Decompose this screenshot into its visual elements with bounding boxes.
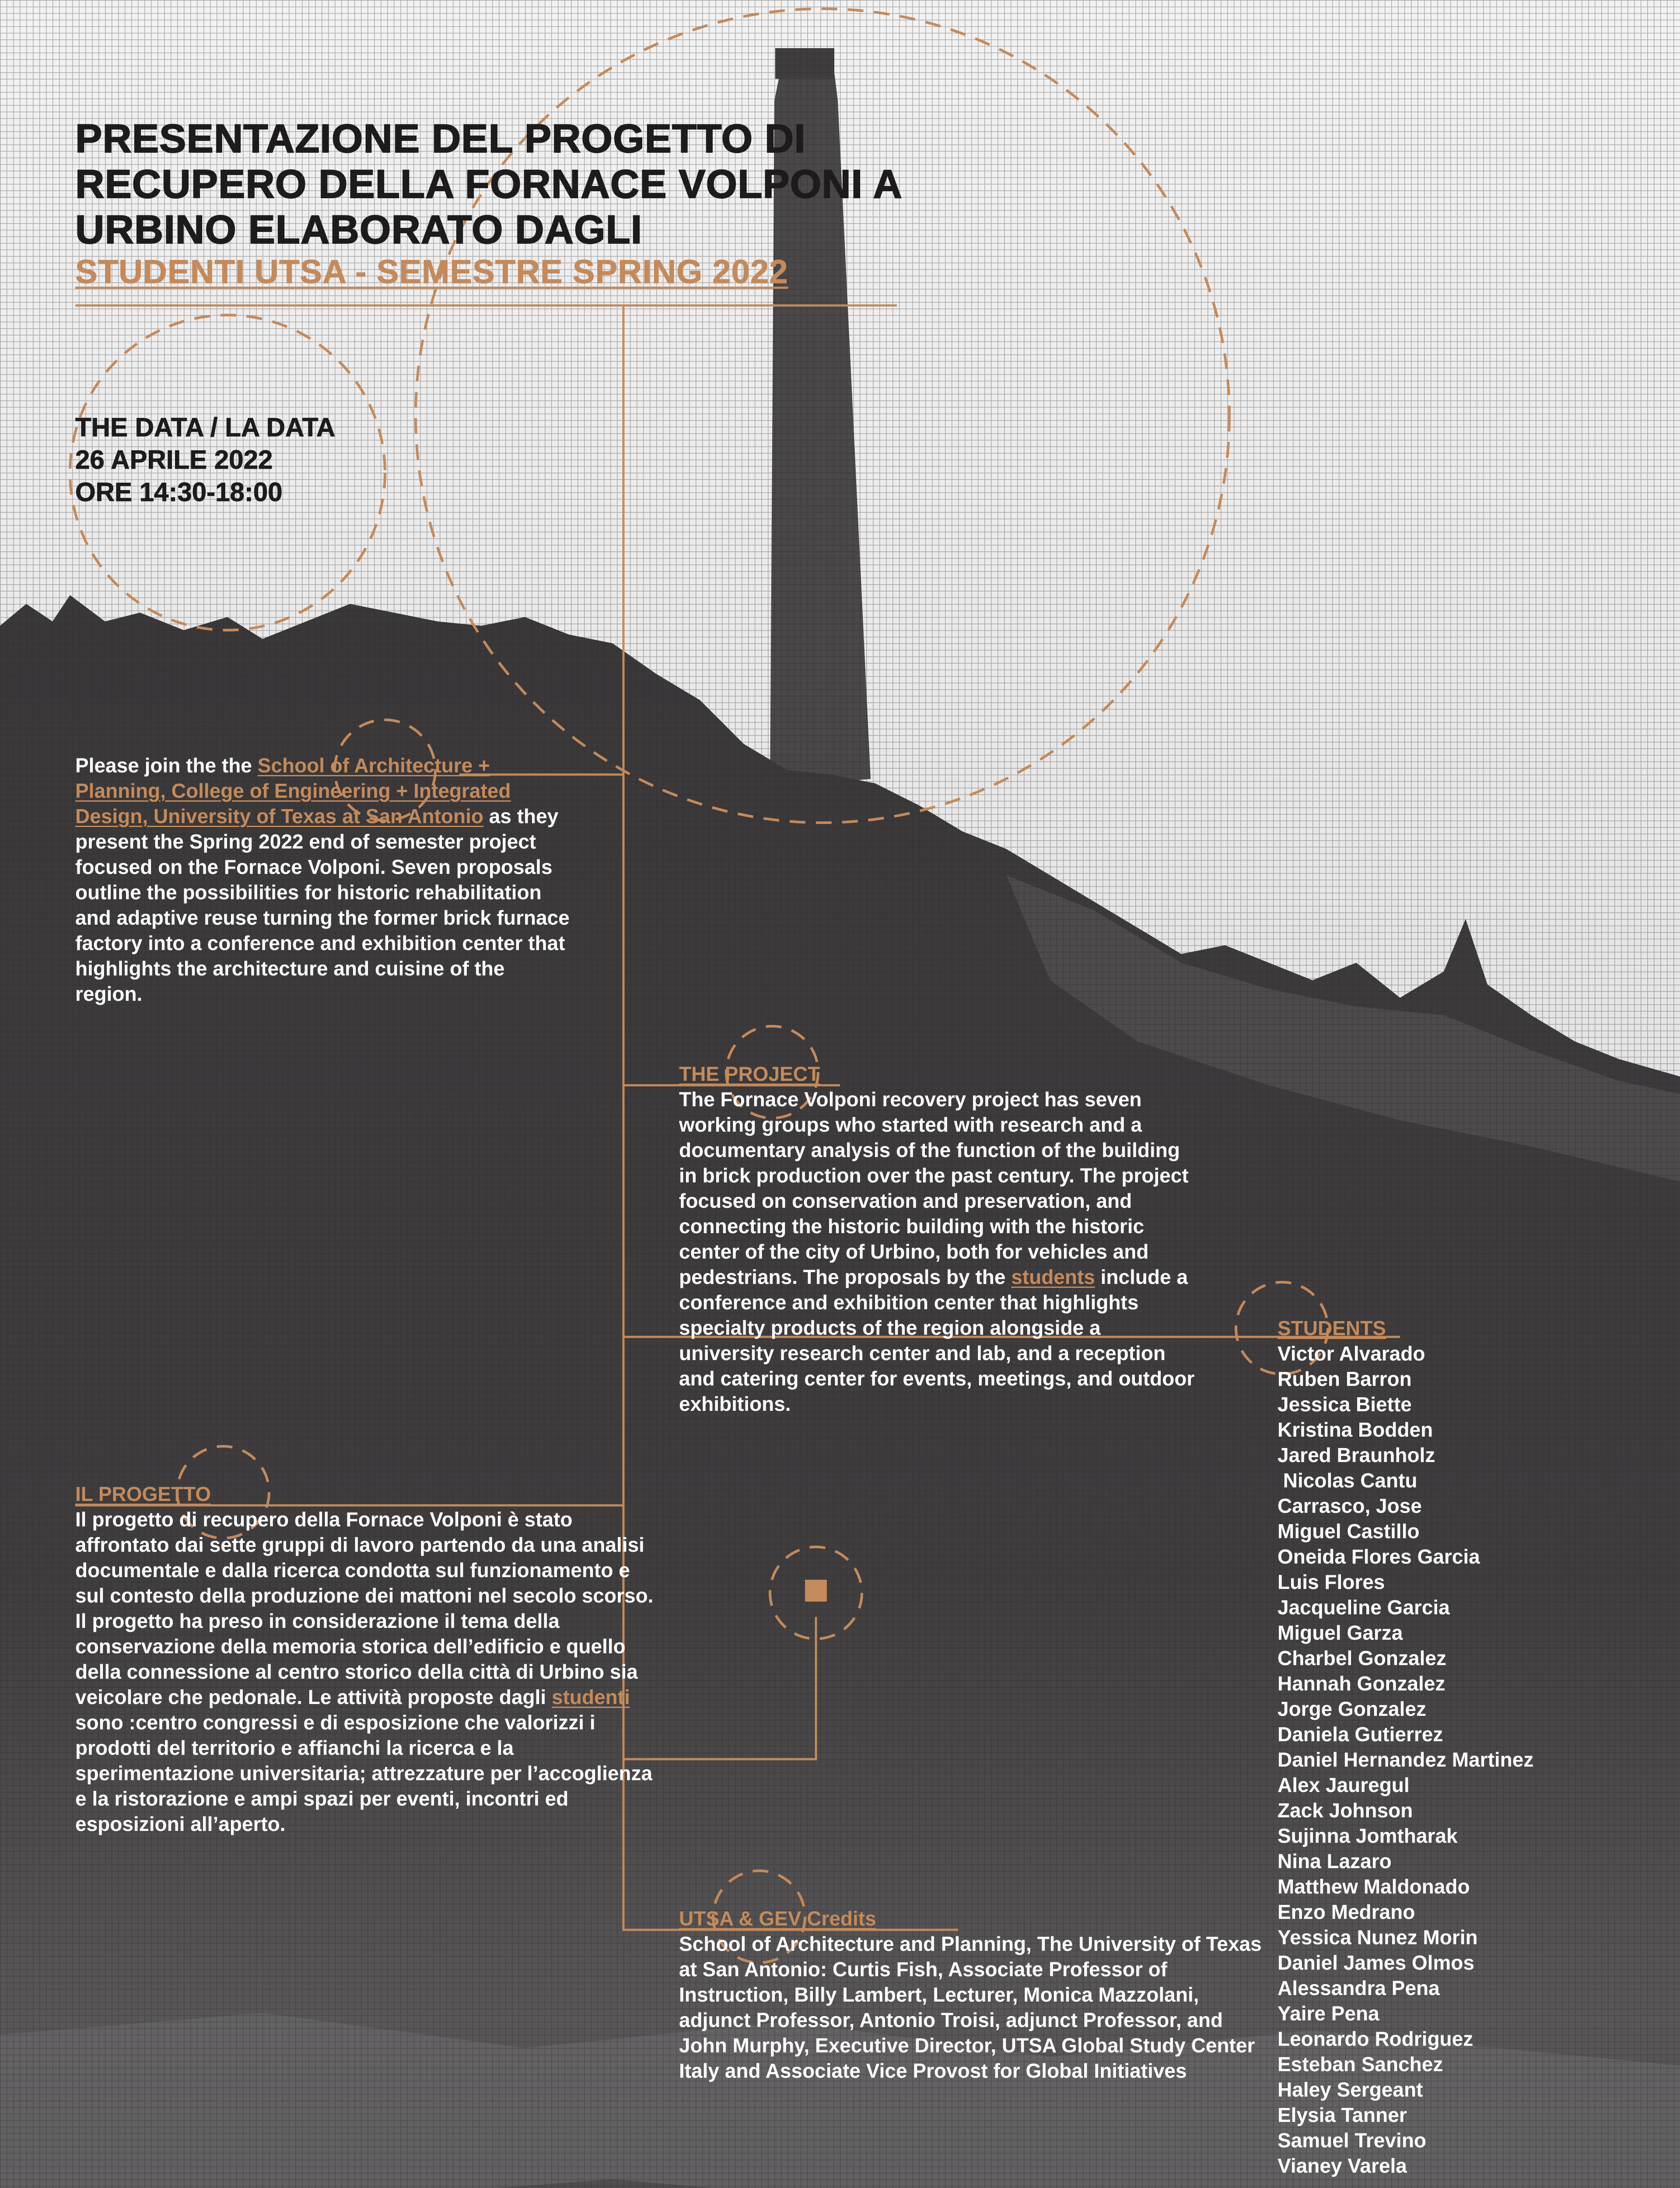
title-line-3: URBINO ELABORATO DAGLI — [75, 207, 643, 252]
student-name: Daniel James Olmos — [1278, 1951, 1474, 1974]
student-name: Victor Alvarado — [1278, 1342, 1425, 1365]
progetto-heading: IL PROGETTO — [75, 1483, 211, 1505]
student-name: Jared Braunholz — [1278, 1444, 1435, 1466]
student-name: Esteban Sanchez — [1278, 2053, 1443, 2076]
student-name: Miguel Garza — [1278, 1621, 1403, 1644]
student-name: Elysia Tanner — [1278, 2104, 1407, 2126]
students-list — [1278, 1341, 1662, 2178]
school-link[interactable]: School of Architecture + Planning, College of Engineering + Integrated Design, University of Texas at San Antonio — [75, 754, 511, 828]
student-name: Jorge Gonzalez — [1278, 1697, 1426, 1720]
date-day: 26 APRILE 2022 — [75, 445, 273, 474]
date-block — [75, 411, 556, 508]
project-text-before: The Fornace Volponi recovery project has seven working groups who started with research and a documentary analysis of the function of the building in brick production over the past century. The project focused on conservation and preservation, and connecting the historic building with the historic center of the city of Urbino, both for vehicles and pedestrians. The proposals by the — [679, 1088, 1189, 1288]
progetto-text-before: Il progetto di recupero della Fornace Volponi è stato affrontato dai sette gruppi di lavoro partendo da una analisi documentale e dalla ricerca condotta sul funzionamento e sul contesto della produzione dei mattoni nel secolo scorso. Il progetto ha preso in considerazione il tema della conservazione della memoria storica dell’edificio e quello della connessione al centro storico della città di Urbino sia veicolare che pedonale. Le attività proposte dagli — [75, 1508, 654, 1708]
student-name: Jacqueline Garcia — [1278, 1596, 1450, 1619]
student-name: Matthew Maldonado — [1278, 1875, 1470, 1898]
student-name: Samuel Trevino — [1278, 2129, 1427, 2152]
student-name: Charbel Gonzalez — [1278, 1647, 1446, 1669]
progetto-section — [75, 1481, 662, 1837]
student-name: Alex Jauregul — [1278, 1774, 1410, 1796]
studenti-link[interactable]: studenti — [551, 1686, 630, 1708]
student-name: Kristina Bodden — [1278, 1418, 1433, 1441]
intro-paragraph — [75, 753, 574, 1006]
student-name: Carrasco, Jose — [1278, 1494, 1422, 1517]
student-name: Luis Flores — [1278, 1571, 1385, 1593]
student-name: Daniel Hernandez Martinez — [1278, 1748, 1534, 1771]
student-name: Miguel Castillo — [1278, 1520, 1420, 1543]
progetto-text-after: sono :centro congressi e di esposizione che valorizzi i prodotti del territorio e affianchi la ricerca e la sperimentazione universitaria; attrezzature per l’accoglienza e la ristorazione e ampi spazi per eventi, incontri ed esposizioni all’aperto. — [75, 1711, 653, 1835]
progetto-text — [75, 1507, 662, 1837]
student-name: Haley Sergeant — [1278, 2078, 1423, 2101]
title-line-1: PRESENTAZIONE DEL PROGETTO DI — [75, 116, 806, 161]
student-name: Vianey Varela — [1278, 2154, 1407, 2177]
students-heading: STUDENTS — [1278, 1317, 1386, 1339]
date-label: THE DATA / LA DATA — [75, 413, 336, 442]
student-name: Enzo Medrano — [1278, 1900, 1415, 1923]
student-name: Yaire Pena — [1278, 2002, 1379, 2025]
credits-heading: UTSA & GEV Credits — [679, 1907, 876, 1930]
date-time: ORE 14:30-18:00 — [75, 477, 283, 507]
student-name: Ruben Barron — [1278, 1368, 1412, 1390]
student-name: Nina Lazaro — [1278, 1850, 1392, 1872]
student-name: Yessica Nunez Morin — [1278, 1926, 1478, 1949]
student-name: Daniela Gutierrez — [1278, 1723, 1443, 1746]
student-name: Leonardo Rodriguez — [1278, 2027, 1474, 2050]
project-text-after: include a conference and exhibition center that highlights specialty products of the region alongside a university research center and lab, and a reception and catering center for events, meetings, and outdoor exhibitions. — [679, 1266, 1195, 1415]
title-block — [75, 116, 1125, 292]
students-link[interactable]: students — [1011, 1266, 1095, 1288]
student-name: Oneida Flores Garcia — [1278, 1545, 1480, 1568]
title-subtitle: STUDENTI UTSA - SEMESTRE SPRING 2022 — [75, 253, 788, 291]
intro-lead: Please join the the — [75, 754, 258, 777]
project-section — [679, 1061, 1195, 1417]
intro-rest: as they present the Spring 2022 end of semester project focused on the Fornace Volponi. Seven proposals outline the possibilities for historic rehabilitation and adaptive reuse turning the former brick furnace factory into a conference and exhibition center that highlights the architecture and cuisine of the region. — [75, 805, 570, 1005]
student-name: Alessandra Pena — [1278, 1977, 1440, 1999]
credits-section — [679, 1906, 1265, 2083]
project-heading: THE PROJECT — [679, 1062, 820, 1085]
project-text — [679, 1087, 1195, 1417]
student-name: Jessica Biette — [1278, 1393, 1412, 1416]
credits-text: School of Architecture and Planning, The University of Texas at San Antonio: Curtis Fish, Associate Professor of Instruction, Billy Lambert, Lecturer, Monica Mazzolani, adjunct Professor, Antonio Troisi, adjunct Professor, and John Murphy, Executive Director, UTSA Global Study Center Italy and Associate Vice Provost for Global Initiatives — [679, 1932, 1262, 2082]
student-name: Sujinna Jomtharak — [1278, 1824, 1458, 1847]
students-section — [1278, 1315, 1662, 2178]
student-name: Nicolas Cantu — [1278, 1469, 1418, 1492]
title-line-2: RECUPERO DELLA FORNACE VOLPONI A — [75, 162, 903, 207]
student-name: Hannah Gonzalez — [1278, 1672, 1446, 1695]
student-name: Zack Johnson — [1278, 1799, 1413, 1822]
